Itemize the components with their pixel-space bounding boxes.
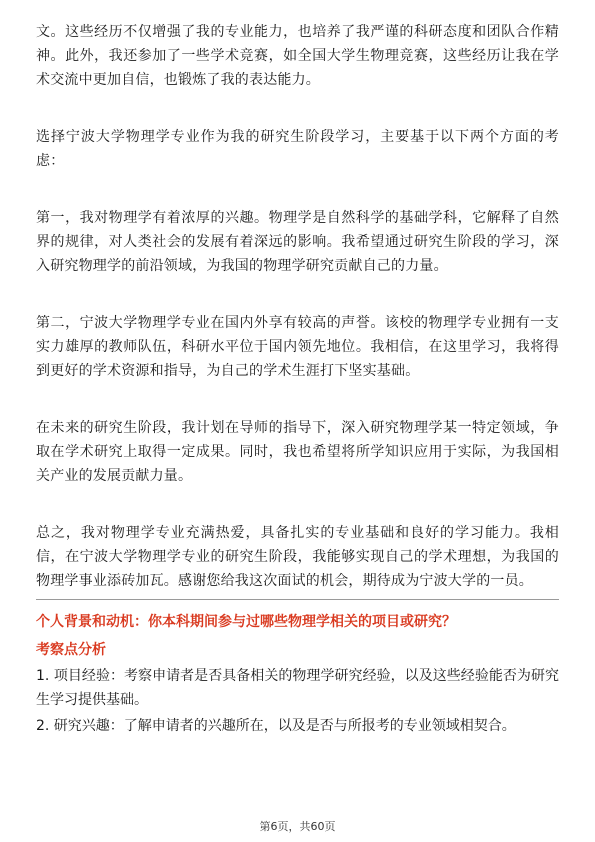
paragraph: 文。这些经历不仅增强了我的专业能力，也培养了我严谨的科研态度和团队合作精神。此外，我还参加了一些学术竞赛，如全国大学生物理竞赛，这些经历让我在学术交流中更加自信，也锻炼了我的表达能力。 (36, 24, 559, 88)
analysis-title: 考察点分析 (36, 642, 106, 658)
paragraph: 选择宁波大学物理学专业作为我的研究生阶段学习，主要基于以下两个方面的考虑： (36, 129, 559, 169)
paragraph: 在未来的研究生阶段，我计划在导师的指导下，深入研究物理学某一特定领域，争取在学术研究上取得一定成果。同时，我也希望将所学知识应用于实际，为我国相关产业的发展贡献力量。 (36, 420, 559, 484)
page-content (36, 20, 559, 738)
analysis-item: 2. 研究兴趣：了解申请者的兴趣所在，以及是否与所报考的专业领域相契合。 (36, 718, 516, 734)
question-heading: 个人背景和动机：你本科期间参与过哪些物理学相关的项目或研究？ (36, 614, 456, 630)
paragraph: 第二，宁波大学物理学专业在国内外享有较高的声誉。该校的物理学专业拥有一支实力雄厚的教师队伍，科研水平位于国内领先地位。我相信，在这里学习，我将得到更好的学术资源和指导，为自己的学术生涯打下坚实基础。 (36, 315, 559, 379)
paragraph: 总之，我对物理学专业充满热爱，具备扎实的专业基础和良好的学习能力。我相信，在宁波大学物理学专业的研究生阶段，我能够实现自己的学术理想，为我国的物理学事业添砖加瓦。感谢您给我这次面试的机会，期待成为宁波大学的一员。 (36, 525, 559, 589)
page-number: 第6页，共60页 (259, 820, 336, 833)
paragraph: 第一，我对物理学有着浓厚的兴趣。物理学是自然科学的基础学科，它解释了自然界的规律，对人类社会的发展有着深远的影响。我希望通过研究生阶段的学习，深入研究物理学的前沿领域，为我国的物理学研究贡献自己的力量。 (36, 210, 559, 274)
section-divider (36, 599, 559, 600)
analysis-item: 1. 项目经验：考察申请者是否具备相关的物理学研究经验，以及这些经验能否为研究生学习提供基础。 (36, 668, 559, 708)
